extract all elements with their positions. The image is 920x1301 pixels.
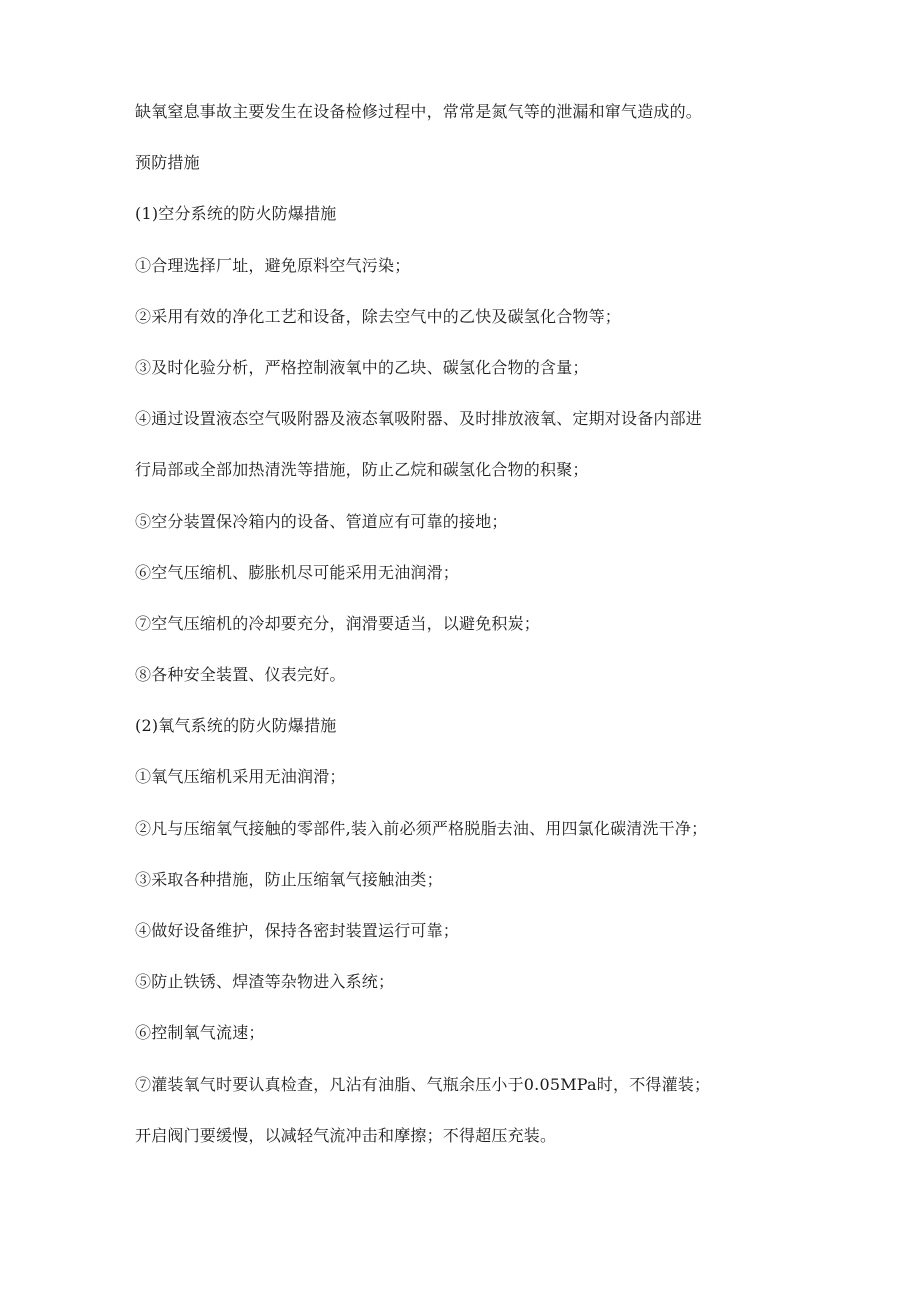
- list-item: ⑦空气压缩机的冷却要充分，润滑要适当，以避免积炭；: [135, 613, 541, 633]
- list-item: ③采取各种措施，防止压缩氧气接触油类；: [135, 869, 443, 889]
- section-heading-1: (1)空分系统的防火防爆措施: [135, 204, 337, 224]
- paragraph-intro: 缺氧窒息事故主要发生在设备检修过程中，常常是氮气等的泄漏和窜气造成的。: [135, 102, 703, 121]
- list-item: ③及时化验分析，严格控制液氧中的乙块、碳氢化合物的含量；: [135, 357, 589, 377]
- list-item: ②采用有效的净化工艺和设备，除去空气中的乙快及碳氢化合物等；: [135, 306, 622, 326]
- list-item: ⑥控制氧气流速；: [135, 1023, 265, 1043]
- list-item-continuation: 行局部或全部加热清洗等措施，防止乙烷和碳氢化合物的积聚；: [135, 460, 589, 480]
- list-item: ⑤空分装置保冷箱内的设备、管道应有可靠的接地；: [135, 511, 508, 531]
- list-item: ⑦灌装氧气时要认真检查，凡沾有油脂、气瓶余压小于0.05MPa时，不得灌装；: [135, 1074, 711, 1094]
- list-item: ④通过设置液态空气吸附器及液态氧吸附器、及时排放液氧、定期对设备内部进: [135, 409, 703, 429]
- list-item: ①氧气压缩机采用无油润滑；: [135, 767, 346, 787]
- heading-prevention: 预防措施: [135, 153, 200, 173]
- list-item: ⑥空气压缩机、膨胀机尽可能采用无油润滑；: [135, 562, 460, 582]
- list-item: ②凡与压缩氧气接触的零部件,装入前必须严格脱脂去油、用四氯化碳清洗干净；: [135, 818, 708, 838]
- list-item-continuation: 开启阀门要缓慢，以减轻气流冲击和摩擦；不得超压充装。: [135, 1125, 557, 1145]
- document-body: [135, 99, 785, 1174]
- list-item: ①合理选择厂址，避免原料空气污染；: [135, 255, 411, 275]
- list-item: ⑤防止铁锈、焊渣等杂物进入系统；: [135, 972, 395, 992]
- list-item: ④做好设备维护，保持各密封装置运行可靠；: [135, 921, 460, 940]
- section-heading-2: (2)氧气系统的防火防爆措施: [135, 716, 337, 736]
- list-item: ⑧各种安全装置、仪表完好。: [135, 665, 346, 685]
